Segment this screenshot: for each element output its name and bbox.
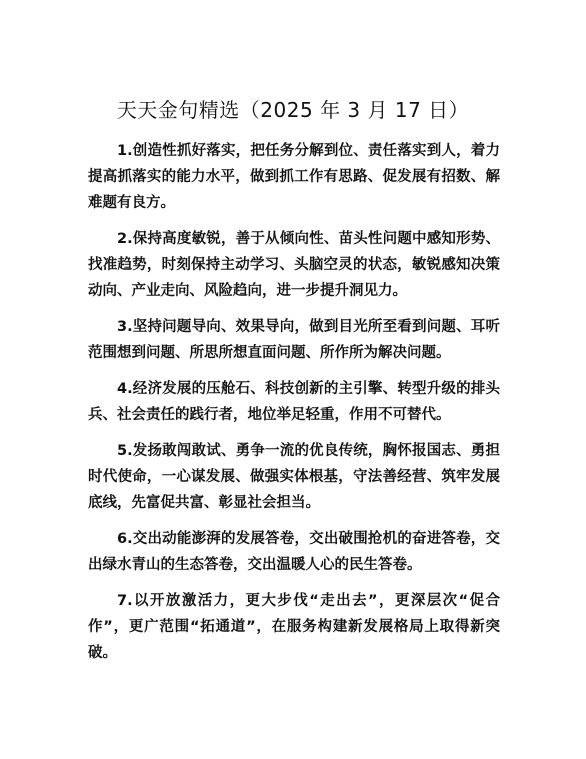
paragraph-7: 7.以开放激活力，更大步伐“走出去”，更深层次“促合作”，更广范围“拓通道”，在服务构建新发展格局上取得新突破。 [88, 593, 500, 661]
paragraph-6: 6.交出动能澎湃的发展答卷，交出破围抢机的奋进答卷，交出绿水青山的生态答卷，交出温暖人心的民生答卷。 [88, 531, 500, 573]
paragraph-2: 2.保持高度敏锐，善于从倾向性、苗头性问题中感知形势、找准趋势，时刻保持主动学习、头脑空灵的状态，敏锐感知决策动向、产业走向、风险趋向，进一步提升洞见力。 [88, 231, 500, 299]
paragraph-4: 4.经济发展的压舱石、科技创新的主引擎、转型升级的排头兵、社会责任的践行者，地位举足轻重，作用不可替代。 [88, 381, 500, 423]
paragraph-3: 3.坚持问题导向、效果导向，做到目光所至看到问题、耳听范围想到问题、所思所想直面问题、所作所为解决问题。 [88, 319, 500, 361]
paragraph-1: 1.创造性抓好落实，把任务分解到位、责任落实到人，着力提高抓落实的能力水平，做到抓工作有思路、促发展有招数、解难题有良方。 [88, 143, 500, 211]
document-title: 天天金句精选（2025 年 3 月 17 日） [116, 98, 470, 122]
document-body [88, 138, 500, 676]
paragraph-5: 5.发扬敢闯敢试、勇争一流的优良传统，胸怀报国志、勇担时代使命，一心谋发展、做强实体根基，守法善经营、筑牢发展底线，先富促共富、彰显社会担当。 [88, 443, 500, 511]
